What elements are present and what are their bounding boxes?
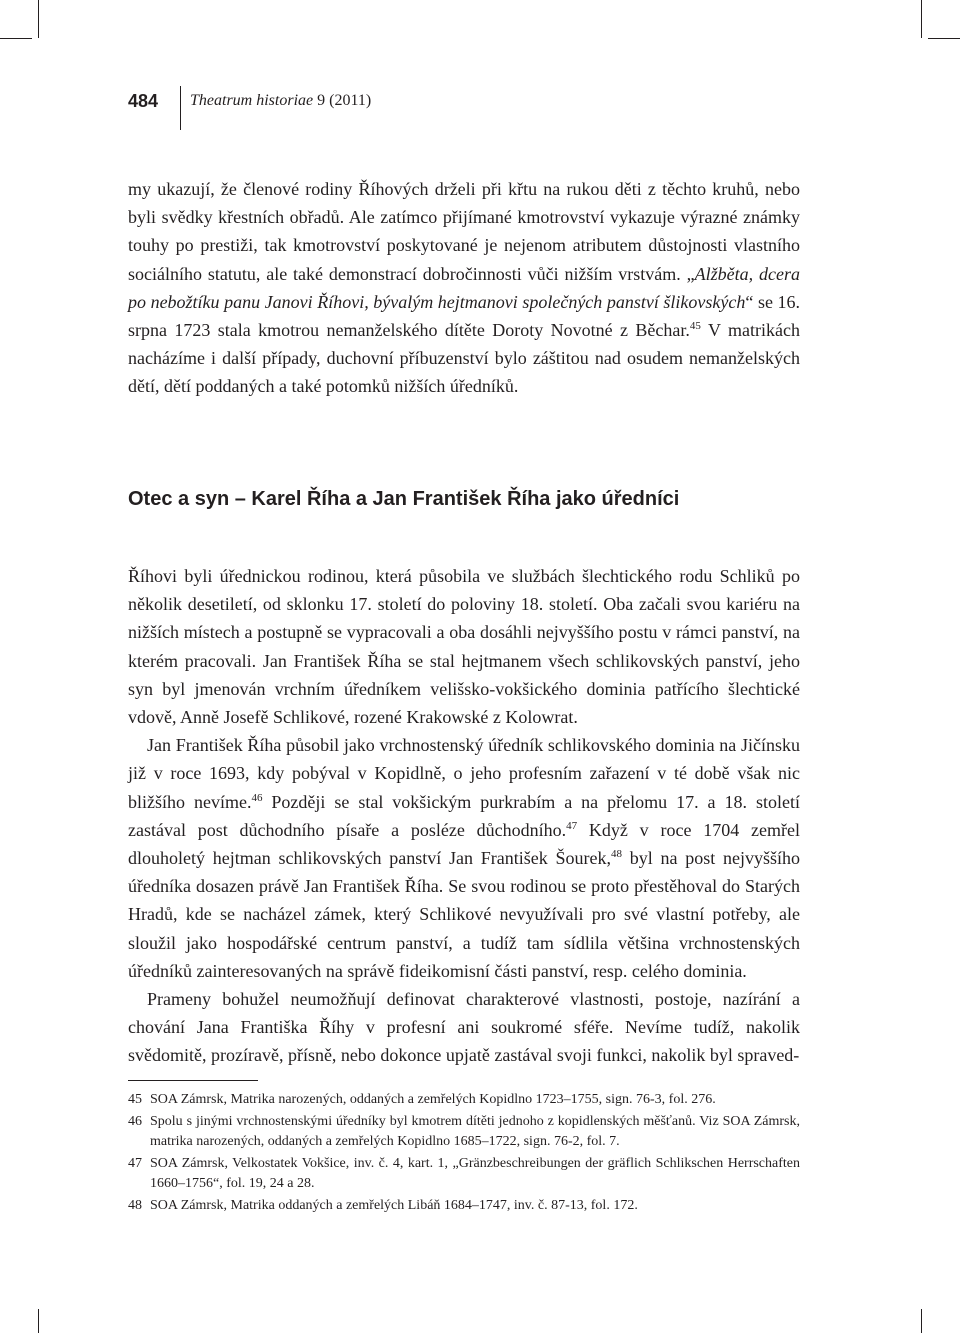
page-number: 484 [128,91,159,111]
crop-mark [921,1309,922,1333]
crop-mark [38,1309,39,1333]
journal-reference [190,92,371,110]
footnote-46 [128,1112,800,1152]
footnote-number: 47 [128,1156,142,1171]
footnote-47 [128,1154,800,1194]
footnote-separator [128,1080,258,1081]
footnote-number: 48 [128,1198,142,1213]
footnote-number: 45 [128,1092,142,1107]
journal-issue: 9 (2011) [317,92,372,109]
text-run: Když v roce 1704 zemřel dlouholetý hejtman schlikovských panství Jan František Šourek, [128,819,800,869]
crop-mark [921,0,922,38]
footnote-text: SOA Zámrsk, Matrika oddaných a zemřelých Libáň 1684–1747, inv. č. 87-13, fol. 172. [150,1198,638,1213]
crop-mark [0,38,32,39]
paragraph-3: Prameny bohužel neumožňují definovat charakterové vlastnosti, postoje, nazírání a chování Jana Františka Říhy v profesní ani soukromé sféře. Nevíme tudíž, nakolik svědomitě, prozíravě, přísně, nebo dokonce upjatě zastával svoji funkci, nakolik byl spraved- [128,989,800,1066]
paragraph-intro [128,175,800,401]
text-run: byl na post nejvyššího úředníka dosazen právě Jan František Říha. Se svou rodinou se proto přestěhoval do Starých Hradů, kde se nacházel zámek, který Schlikové nevyužívali pro své vlastní potřeby, ale sloužil jako hospodářské centrum panství, a tudíž tam sídlila většina vrchnostenských úředníků zainteresovaných na správě fideikomisní části panství, resp. celého dominia. [128,848,800,981]
footnote-45 [128,1090,800,1110]
section-heading: Otec a syn – Karel Říha a Jan František Říha jako úředníci [128,488,680,510]
crop-mark [38,0,39,38]
text-run: “ se 16. srpna 1723 stala kmotrou nemanželského dítěte Doroty Novotné z Běchar. [128,291,800,341]
text-run: V matrikách nacházíme i další případy, duchovní příbuzenství bylo záštitou nad osudem nemanželských dětí, dětí poddaných a také potomků nižších úředníků. [128,320,800,397]
footnotes [128,1090,800,1218]
body-text-top [128,175,800,401]
footnote-text: SOA Zámrsk, Velkostatek Vokšice, inv. č. 4, kart. 1, „Gränzbeschreibungen der gräflich Schlikschen Herrschaften 1660–1756“, fol. 19, 24 a 28. [150,1156,800,1191]
paragraph-2 [128,731,800,985]
footnote-ref-48[interactable]: 48 [610,848,622,861]
footnote-ref-46[interactable]: 46 [251,791,263,804]
footnote-ref-47[interactable]: 47 [566,819,578,832]
body-text-section [128,562,800,1070]
journal-title: Theatrum historiae [190,92,314,109]
footnote-ref-45[interactable]: 45 [689,320,701,333]
text-run: Jan František Říha působil jako vrchnostenský úředník schlikovského dominia na Jičínsku již v roce 1693, kdy pobýval v Kopidlně, o jeho profesním zařazení v té době však nic bližšího nevíme. [128,735,800,812]
quote-run: Alžběta, dcera po nebožtíku panu Janovi Říhovi, bývalým hejtmanovi společných panství šlikovských [128,263,800,312]
footnote-48 [128,1196,800,1216]
crop-mark [928,38,960,39]
header-divider [180,86,181,130]
footnote-text: SOA Zámrsk, Matrika narozených, oddaných a zemřelých Kopidlno 1723–1755, sign. 76-3, fol. 276. [150,1092,716,1107]
footnote-text: Spolu s jinými vrchnostenskými úředníky byl kmotrem dítěti jednoho z kopidlenských měšťanů. Viz SOA Zámrsk, matrika narozených, oddaných a zemřelých Kopidlno 1685–1722, sign. 76-2, fol. 7. [150,1114,800,1149]
text-run: my ukazují, že členové rodiny Říhových drželi při křtu na rukou děti z těchto kruhů, nebo byli svědky křestních obřadů. Ale zatímco přijímané kmotrovství vykazuje výrazné známky touhy po prestiži, tak kmotrovství poskytované je nejenom atributem důstojnosti vlastního sociálního statutu, ale také demonstrací dobročinnosti vůči nižším vrstvám. „ [128,179,800,284]
footnote-number: 46 [128,1114,142,1129]
paragraph-1: Říhovi byli úřednickou rodinou, která působila ve službách šlechtického rodu Schliků po několik desetiletí, od sklonku 17. století do poloviny 18. století. Oba začali svou kariéru na nižších místech a postupně se vypracovali a oba dosáhli nejvyššího postu v rámci panství, na kterém pracovali. Jan František Říha se stal hejtmanem všech schlikovských panství, jeho syn byl jmenován vrchním úředníkem velišsko-vokšického dominia patřícího šlechtické vdově, Anně Josefě Schlikové, rozené Krakowské z Kolowrat. [128,566,800,728]
text-run: Později se stal vokšickým purkrabím a na přelomu 17. a 18. století zastával post důchodního písaře a posléze důchodního. [128,791,800,840]
